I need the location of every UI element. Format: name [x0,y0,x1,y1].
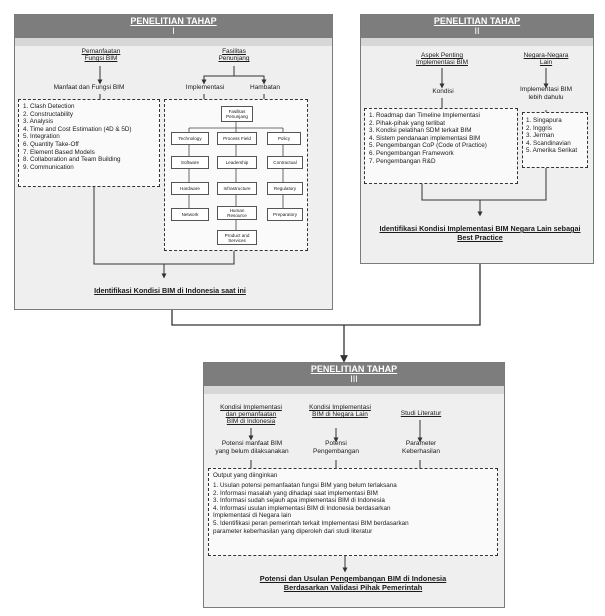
list-item: 7. Element Based Models [23,148,95,156]
stage-1-category-pemanfaatan: Pemanfaatan Fungsi BIM [81,48,121,62]
stage-2-result: Identifikasi Kondisi Implementasi BIM Negara Lain sebagai Best Practice [379,224,581,242]
list-item: 5. Amerika Serikat [526,147,578,155]
facility-human-resource: Human Resource [217,206,257,220]
stage-1-result: Identifikasi Kondisi BIM di Indonesia saat ini [94,286,246,295]
list-item: 1. Usulan potensi pemanfaatan fungsi BIM yang belum terlaksana [213,482,397,489]
stage-3-result: Potensi dan Usulan Pengembangan BIM di Indonesia Berdasarkan Validasi Pihak Pemerintah [259,574,447,592]
facility-regulatory: Regulatory [267,182,303,195]
stage-1-function-list [19,100,159,174]
list-item: 2. Inggris [526,124,552,132]
stage-2-sub-kondisi: Kondisi [432,88,454,95]
stage-3-output-box [208,468,498,556]
list-item: 7. Pengembangan R&D [369,157,436,165]
facility-process-field: Process Field [217,132,257,145]
stage-3-sub-parameter: Parameter Keberhasilan [402,440,440,455]
list-item: 5. Identifikasi peran pemerintah terkait Implementasi BIM berdasarkan parameter keberhasilan yang diperoleh dari studi literatur [213,519,409,535]
list-item: 9. Communication [23,163,74,171]
facility-contractual: Contractual [267,156,303,169]
stage-3-category-studi: Studi Literatur [400,410,442,417]
facility-network: Network [171,208,209,221]
list-item: 4. Sistem pendanaan implementasi BIM [369,134,481,142]
facility-root: Fasilitas Penunjang [221,106,253,122]
list-item: 5. Integration [23,133,60,141]
stage-2-countries-list [523,113,587,159]
stage-1-number: I [172,26,175,36]
list-item: 2. Informasi masalah yang dihadapi saat implementasi BIM [213,489,378,497]
list-item: 4. Scandinavian [526,139,571,147]
stage-3-title: PENELITIAN TAHAP [310,364,398,374]
list-item: 5. Pengembangan CoP (Code of Practice) [369,142,487,150]
list-item: 4. Informasi usulan implementasi BIM di Indonesia berdasarkan Implementasi di Negara lain [213,504,391,520]
stage-2-category-negara: Negara-Negara Lain [523,52,569,66]
facility-preparatory: Preparatory [267,208,303,221]
facility-software: Software [171,156,209,169]
list-item: 8. Collaboration and Team Building [23,156,121,164]
stage-1-title: PENELITIAN TAHAP [130,16,217,26]
stage-3-sub-potensi-pengembangan: Potensi Pengembangan [313,440,359,455]
list-item: 1. Singapura [526,117,562,124]
list-item: 3. Analysis [23,118,54,126]
stage-2-countries-box [522,112,588,168]
list-item: 4. Time and Cost Estimation (4D & 5D) [23,125,132,133]
stage-3-category-negara-lain: Kondisi Implementasi BIM di Negara Lain [309,404,371,418]
list-item: 6. Quantity Take-Off [23,140,79,148]
facility-leadership: Leadership [217,156,257,169]
stage-2-aspects-list [365,109,517,168]
stage-2-category-aspek: Aspek Penting Implementasi BIM [415,52,469,66]
list-item: 1. Clash Detection [23,103,75,110]
stage-1-sub-implementasi: Implementasi [185,84,225,91]
facility-technology: Technology [171,132,209,145]
list-item: 3. Informasi sudah sejauh apa implementasi BIM di Indonesia [213,497,385,505]
list-item: 2. Constructability [23,110,74,118]
facility-product-services: Product and Services [217,230,257,245]
stage-3-category-indonesia: Kondisi Implementasi dan pemanfaatan BIM di Indonesia [220,404,282,425]
stage-3-output-title: Output yang diinginkan [213,472,278,479]
stage-2-aspects-box [364,108,518,184]
stage-2-sub-implementasi: Implementasi BIM lebih dahulu [519,86,573,101]
stage-1-category-fasilitas: Fasilitas Penunjang [218,48,250,62]
stage-3-number: III [350,374,358,384]
stage-3-sub-potensi-manfaat: Potensi manfaat BIM yang belum dilaksanakan [215,440,289,455]
list-item: 3. Kondisi pelatihan SDM terkait BIM [369,127,472,135]
stage-1-sub-hambatan: Hambatan [250,84,280,91]
list-item: 3. Jerman [526,132,554,140]
facilities-tree-lines [165,100,307,250]
list-item: 1. Roadmap dan Timeline Implementasi [369,112,480,119]
stage-1-sub-manfaat: Manfaat dan Fungsi BIM [53,84,125,91]
facility-infrastructure: Infrastructure [217,182,257,195]
list-item: 2. Pihak-pihak yang terlibat [369,119,445,127]
stage-3-output-list [209,482,497,535]
stage-2-number: II [474,26,480,36]
stage-2-title: PENELITIAN TAHAP [433,16,521,26]
list-item: 6. Pengembangan Framework [369,149,454,157]
facility-hardware: Hardware [171,182,209,195]
facility-policy: Policy [267,132,301,145]
stage-1-function-list-box [18,99,160,187]
stage-1-facilities-box [164,99,308,251]
